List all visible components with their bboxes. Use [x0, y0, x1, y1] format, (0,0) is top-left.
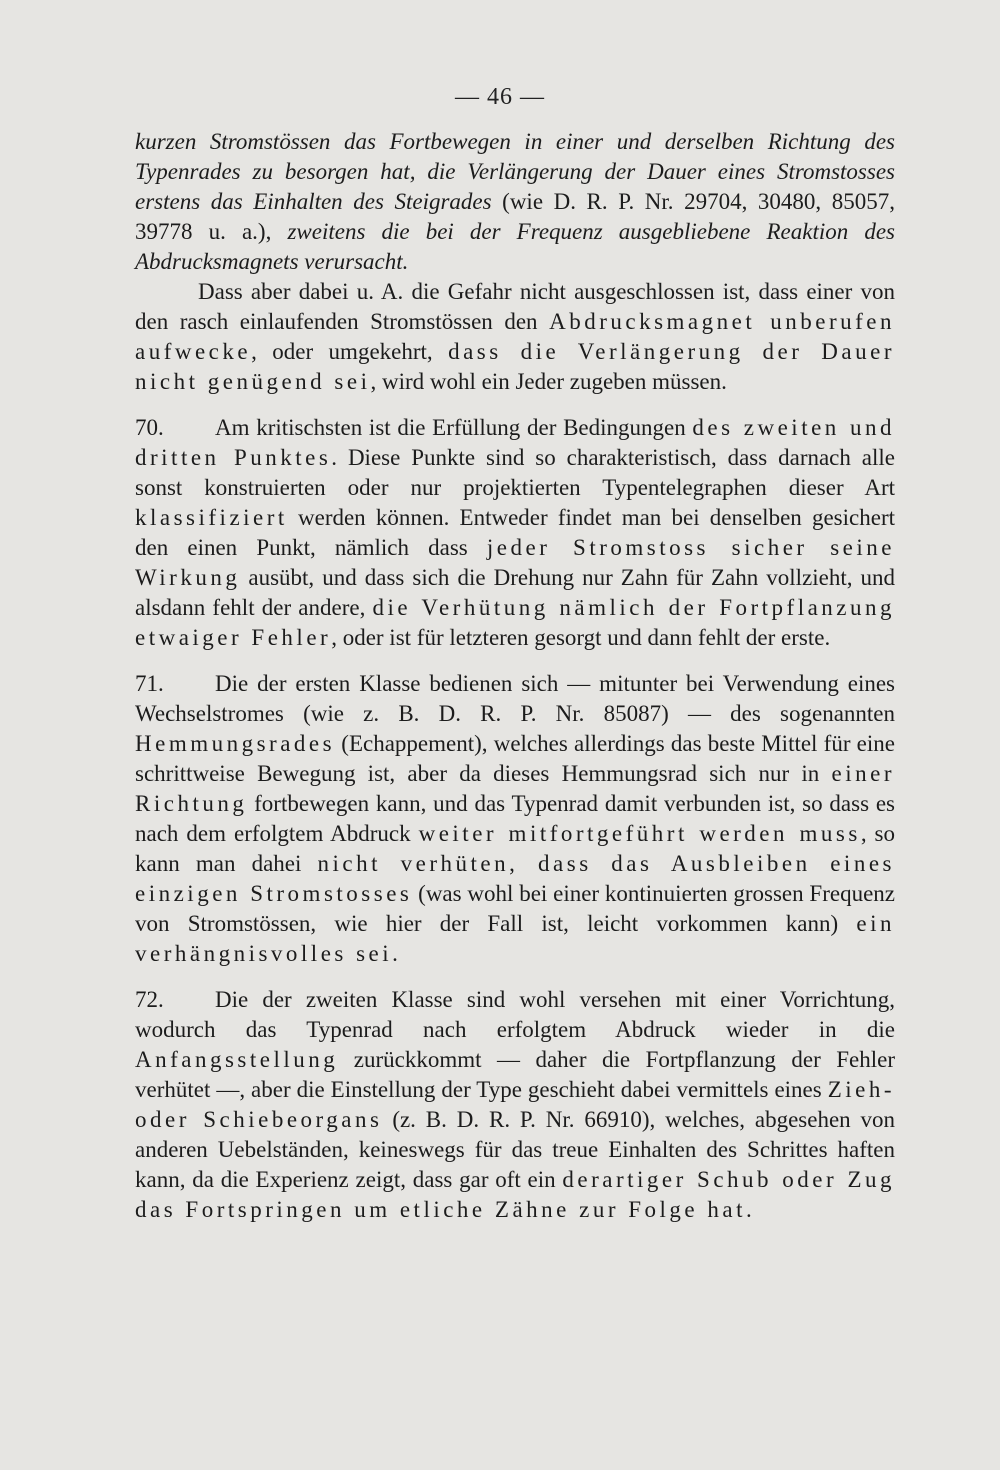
paragraph-number: 70. [135, 415, 164, 440]
spaced-text: nicht verhüten, dass das Ausbleiben eines einzigen Stromstosses [135, 851, 895, 906]
spaced-text: Hemmungsrades [135, 731, 336, 756]
spaced-text: jeder Stromstoss sicher seine Wirkung [135, 535, 895, 590]
text-span: fortbewegen kann, und das Typenrad damit verbunden ist, so dass es nach dem erfolgtem Abdruck [135, 791, 895, 846]
spaced-text: weiter mitfortgeführt werden muss [418, 821, 861, 846]
spaced-text: dass die Verlängerung der Dauer nicht genügend sei [135, 339, 895, 394]
text-span: , wird wohl ein Jeder zugeben müssen. [370, 369, 727, 394]
spaced-text: die Verhütung nämlich der Fortpflanzung etwaiger Fehler [135, 595, 896, 650]
text-span: (wie D. R. P. Nr. 29704, 30480, 85057, 39778 u. a.), [135, 189, 895, 244]
text-span: , oder umgekehrt, [251, 339, 449, 364]
body-text [135, 127, 895, 1225]
italic-text: kurzen Stromstössen das Fortbewegen in einer und derselben Richtung des Typenrades zu besorgen hat, die Verlängerung der Dauer eines Stromstosses erstens das Einhalten des Steigrades [135, 129, 895, 214]
text-span: ausübt, und dass sich die Drehung nur Zahn für Zahn vollzieht, und alsdann fehlt der andere, [135, 565, 895, 620]
text-span: Die der zweiten Klasse sind wohl versehen mit einer Vorrichtung, wodurch das Typenrad nach erfolgtem Abdruck wieder in die [135, 987, 895, 1042]
text-span: . [392, 941, 398, 966]
paragraph-72 [135, 985, 895, 1225]
spaced-text: Anfangsstellung [135, 1047, 339, 1072]
spaced-text: derartiger Schub oder Zug das Fortspringen um etliche Zähne zur Folge hat [135, 1167, 895, 1222]
text-span: . Diese Punkte sind so charakteristisch, dass darnach alle sonst konstruierten oder nur projektierten Typentelegraphen dieser Art [135, 445, 895, 500]
spaced-text: Zieh- oder Schiebeorgans [135, 1077, 895, 1132]
italic-text: zweitens die bei der Frequenz ausgebliebene Reaktion des Abdrucksmagnets verursacht. [135, 219, 895, 274]
text-span: , so kann man dahei [135, 821, 896, 876]
paragraph-continuation [135, 127, 895, 277]
text-span: Dass aber dabei u. A. die Gefahr nicht ausgeschlossen ist, dass einer von den rasch einlaufenden Stromstössen den [135, 279, 895, 334]
spaced-text: Abdrucksmagnet unberufen aufwecke [135, 309, 895, 364]
text-span: Am kritischsten ist die Erfüllung der Bedingungen [215, 415, 693, 440]
text-span: zurückkommt — daher die Fortpflanzung der Fehler verhütet —, aber die Einstellung der Type geschieht dabei vermittels eines [135, 1047, 895, 1102]
text-span: . [745, 1197, 752, 1222]
page-number: — 46 — [455, 84, 545, 110]
spaced-text: des zweiten und dritten Punktes [135, 415, 895, 470]
paragraph-71 [135, 669, 895, 969]
spaced-text: einer Richtung [135, 761, 895, 816]
text-span: (z. B. D. R. P. Nr. 66910), welches, abgesehen von anderen Uebelständen, keineswegs für das treue Einhalten des Schrittes haften kann, da die Experienz zeigt, dass gar oft ein [135, 1107, 896, 1192]
paragraph-70 [135, 413, 895, 653]
spaced-text: klassifiziert [135, 505, 288, 530]
text-span: Die der ersten Klasse bedienen sich — mitunter bei Verwendung eines Wechselstromes (wie z. B. D. R. P. Nr. 85087) — des sogenannten [135, 671, 895, 726]
text-span: (was wohl bei einer kontinuierten grossen Frequenz von Stromstössen, wie hier der Fall ist, leicht vorkommen kann) [135, 881, 895, 936]
paragraph-number: 71. [135, 671, 164, 696]
spaced-text: ein verhängnisvolles sei [135, 911, 895, 966]
text-span: , oder ist für letzteren gesorgt und dann fehlt der erste. [331, 625, 831, 650]
text-span: (Echappement), welches allerdings das beste Mittel für eine schrittweise Bewegung ist, aber da dieses Hemmungsrad sich nur in [135, 731, 895, 786]
text-span: werden können. Entweder findet man bei denselben gesichert den einen Punkt, nämlich dass [135, 505, 895, 560]
paragraph [135, 277, 895, 397]
paragraph-number: 72. [135, 987, 164, 1012]
